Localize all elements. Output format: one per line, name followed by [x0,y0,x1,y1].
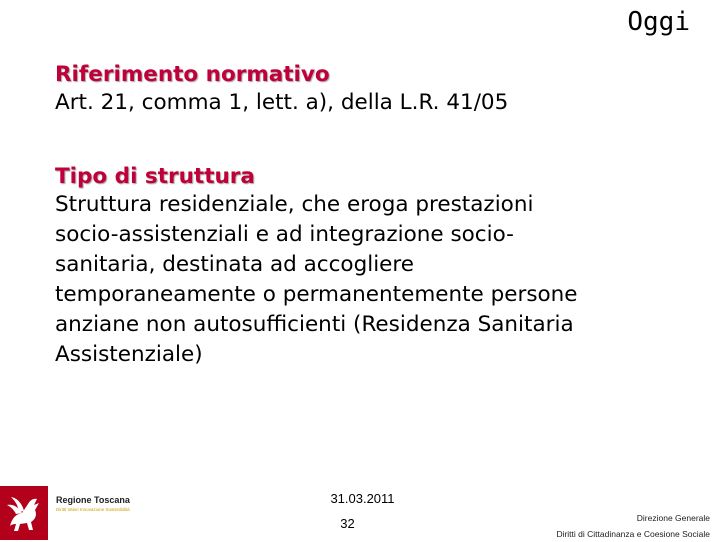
section-heading: Tipo di struttura [55,164,255,189]
section-body: Art. 21, comma 1, lett. a), della L.R. 41/05 [55,90,509,115]
pegasus-logo-icon [0,486,48,540]
section-body: Struttura residenziale, che eroga prestazioni socio-assistenziali e ad integrazione socio- sanitaria, destinata ad accogliere temporaneamente o permanentemente persone anziane non autosufficienti (Residenza Sanitaria Assistenziale) [55,192,578,367]
section-legal-reference [55,62,695,118]
page-number: 32 [340,516,355,531]
logo-tagline: Diritti Valori Innovazione Sostenibilità [56,507,130,512]
footer-date: 31.03.2011 [330,491,395,506]
section-heading: Riferimento normativo [55,62,330,87]
logo-name: Regione Toscana [56,495,130,505]
slide-title: Oggi [627,7,690,37]
department-label [556,510,710,542]
department-line-1: Direzione Generale [636,513,710,523]
section-structure-type [55,164,695,370]
regione-toscana-logo [0,482,175,540]
department-line-2: Diritti di Cittadinanza e Coesione Sociale [556,529,710,539]
